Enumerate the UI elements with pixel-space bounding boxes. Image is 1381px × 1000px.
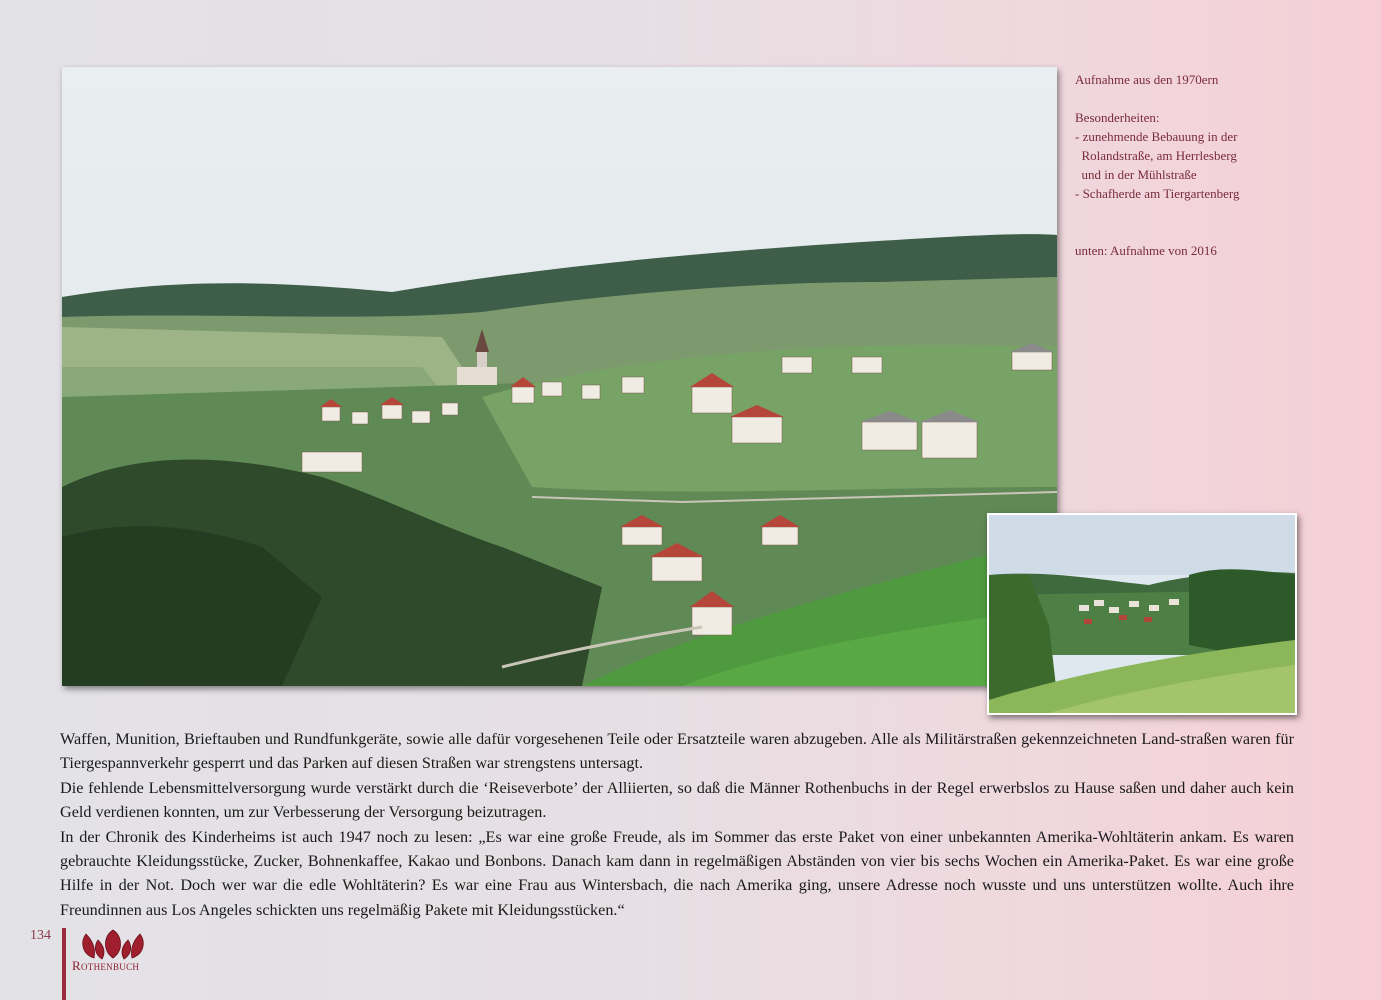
caption-heading: Besonderheiten: [1075, 110, 1160, 125]
logo-text: Rothenbuch [72, 958, 140, 973]
caption-date: Aufnahme aus den 1970ern [1075, 72, 1219, 87]
body-text [60, 727, 1294, 922]
page-number: 134 [30, 928, 51, 943]
paragraph-1: Waffen, Munition, Brieftauben und Rundfunkgeräte, sowie alle dafür vorgesehenen Teile oder Ersatzteile waren abzugeben. Alle als Militärstraßen gekennzeichneten Land-straßen waren für Tiergespannverkehr gesperrt und das Parken auf diesen Straßen war strengstens untersagt. [60, 730, 1294, 773]
caption-item-1a: - zunehmende Bebauung in der [1075, 129, 1238, 144]
caption-item-1c: und in der Mühlstraße [1075, 167, 1197, 182]
caption-bottom: unten: Aufnahme von 2016 [1075, 243, 1217, 258]
page-accent-bar [62, 928, 66, 1000]
paragraph-2: Die fehlende Lebensmittelversorgung wurde verstärkt durch die ‘Reiseverbote’ der Alliierten, so daß die Männer Rothenbuchs in der Regel erwerbslos zu Hause saßen und daher auch kein Geld verdienen konnten, um zur Verbesserung der Versorgung beizutragen. [60, 778, 1294, 822]
caption-item-1b: Rolandstraße, am Herrlesberg [1075, 148, 1237, 163]
photo-caption [1075, 70, 1335, 260]
small-photo-2016 [987, 513, 1297, 715]
paragraph-3: In der Chronik des Kinderheims ist auch 1947 noch zu lesen: „Es war eine große Freude, als im Sommer das erste Paket von einer unbekannten Amerika-Wohltäterin ankam. Es waren gebrauchte Kleidungsstücke, Zucker, Bohnenkaffee, Kakao und Bonbons. Danach kam dann in regelmäßigen Abständen von vier bis sechs Wochen ein Amerika-Paket. Es war eine große Hilfe in der Not. Doch wer war die edle Wohltäterin? Es war eine Frau aus Wintersbach, die nach Amerika ging, unsere Adresse noch wusste und uns unterstützen wollte. Auch ihre Freundinnen aus Los Angeles schickten uns regelmäßig Pakete mit Kleidungsstücken.“ [60, 827, 1294, 919]
caption-item-2: - Schafherde am Tiergartenberg [1075, 186, 1240, 201]
main-photo-1970s [62, 67, 1057, 686]
